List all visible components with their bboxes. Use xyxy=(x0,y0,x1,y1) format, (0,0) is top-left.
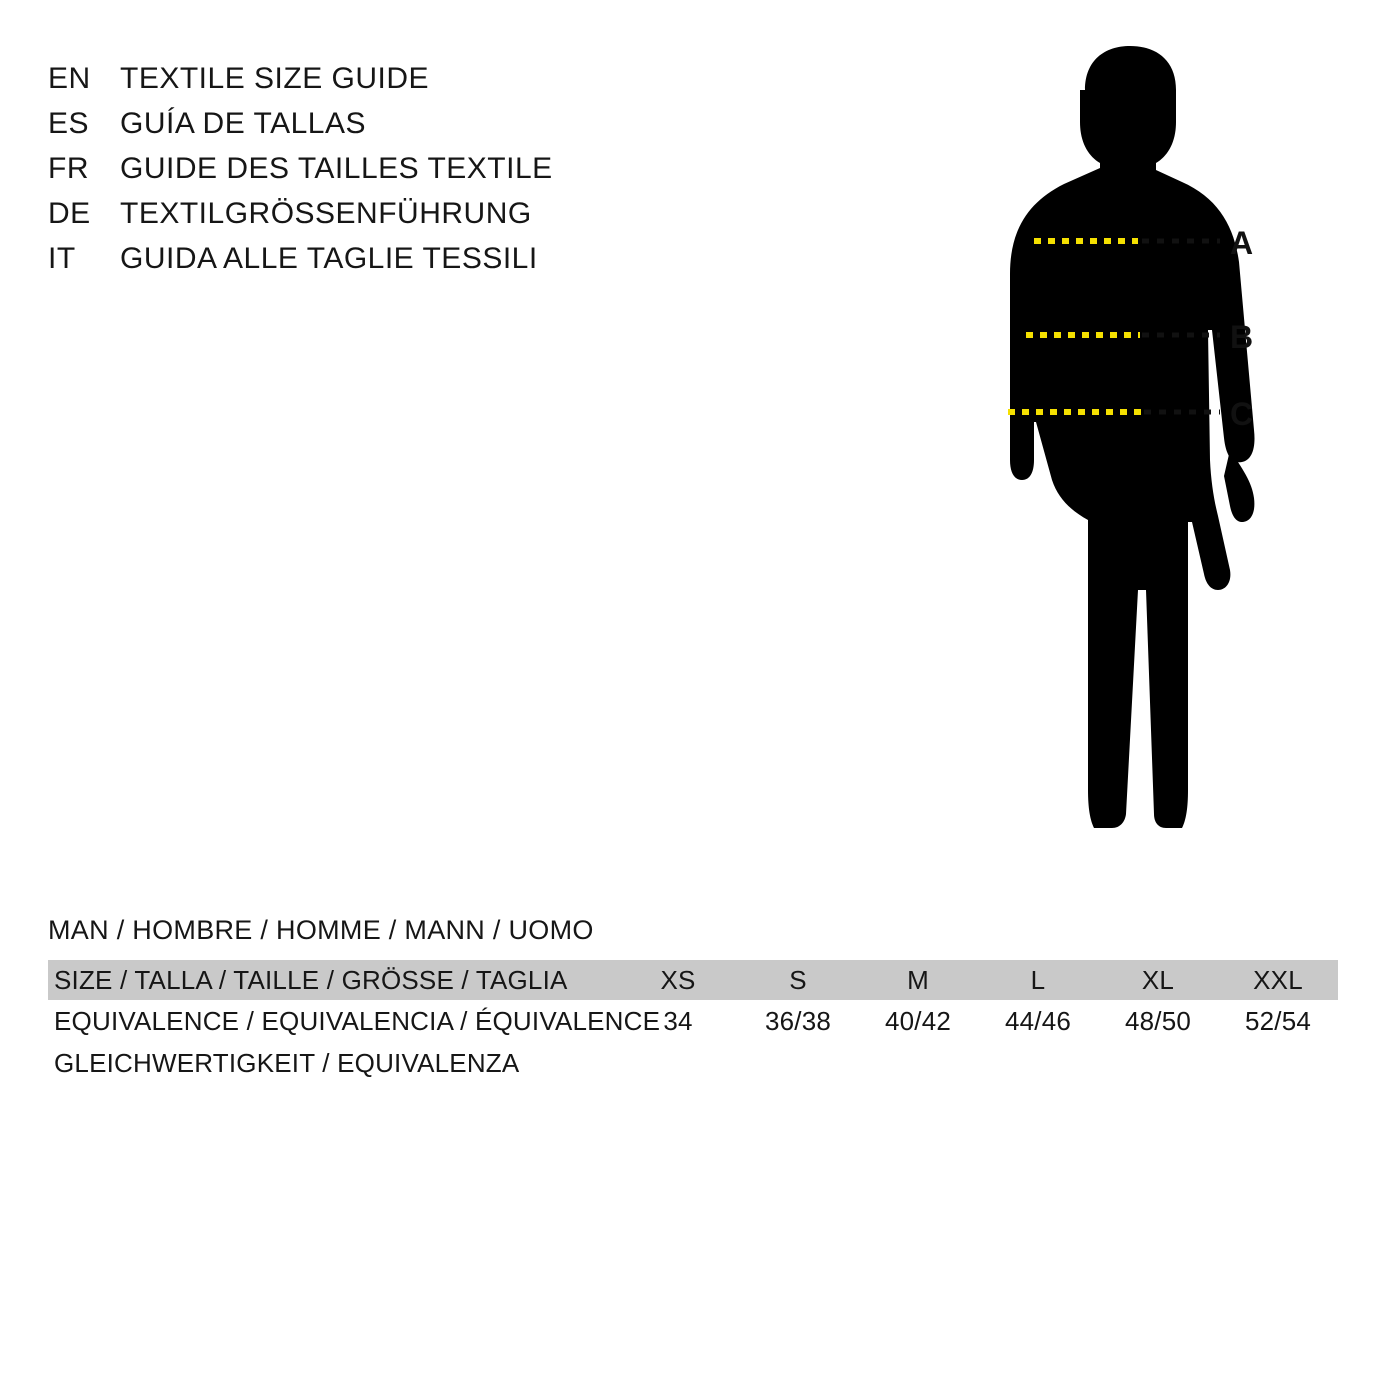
table-row-equivalence xyxy=(48,1000,1338,1042)
size-cell-s: S xyxy=(738,960,858,1000)
size-table-block xyxy=(48,915,1338,1084)
language-code: IT xyxy=(48,242,76,275)
table-caption: MAN / HOMBRE / HOMME / MANN / UOMO xyxy=(48,915,594,945)
equivalence-cell-m: 40/42 xyxy=(884,1006,952,1036)
language-title: GUIDA ALLE TAGLIE TESSILI xyxy=(120,242,538,275)
language-code: DE xyxy=(48,197,91,230)
equivalence-cell-xl: 48/50 xyxy=(1124,1006,1192,1036)
size-cell-xs: XS xyxy=(618,960,738,1000)
size-cell-xxl: XXL xyxy=(1218,960,1338,1000)
equivalence-cell-xs: 34 xyxy=(663,1006,693,1036)
equivalence-row-label: EQUIVALENCE / EQUIVALENCIA / ÉQUIVALENCE xyxy=(54,1006,661,1036)
measurement-label-c: C xyxy=(1230,396,1254,432)
language-title: TEXTILE SIZE GUIDE xyxy=(120,62,430,95)
measurement-label-b: B xyxy=(1230,319,1254,355)
measurement-label-a: A xyxy=(1230,225,1254,261)
equivalence-cell-l: 44/46 xyxy=(1004,1006,1072,1036)
language-title: GUIDE DES TAILLES TEXTILE xyxy=(120,152,553,185)
size-cell-xl: XL xyxy=(1098,960,1218,1000)
language-row-it xyxy=(48,242,768,287)
language-row-fr xyxy=(48,152,768,197)
language-row-de xyxy=(48,197,768,242)
language-row-es xyxy=(48,107,768,152)
language-title: GUÍA DE TALLAS xyxy=(120,107,366,140)
language-code: ES xyxy=(48,107,90,140)
equivalence-row-label-second-line: GLEICHWERTIGKEIT / EQUIVALENZA xyxy=(54,1048,520,1078)
language-row-en xyxy=(48,62,768,107)
equivalence-cell-xxl: 52/54 xyxy=(1244,1006,1312,1036)
language-title-block xyxy=(48,62,768,287)
language-title: TEXTILGRÖSSENFÜHRUNG xyxy=(120,197,532,230)
size-table xyxy=(48,960,1338,1042)
body-measurement-diagram xyxy=(930,30,1350,860)
language-code: EN xyxy=(48,62,91,95)
table-row-header xyxy=(48,960,1338,1000)
equivalence-cell-s: 36/38 xyxy=(764,1006,832,1036)
size-cell-m: M xyxy=(858,960,978,1000)
size-row-label: SIZE / TALLA / TAILLE / GRÖSSE / TAGLIA xyxy=(48,960,618,1000)
language-code: FR xyxy=(48,152,89,185)
size-cell-l: L xyxy=(978,960,1098,1000)
